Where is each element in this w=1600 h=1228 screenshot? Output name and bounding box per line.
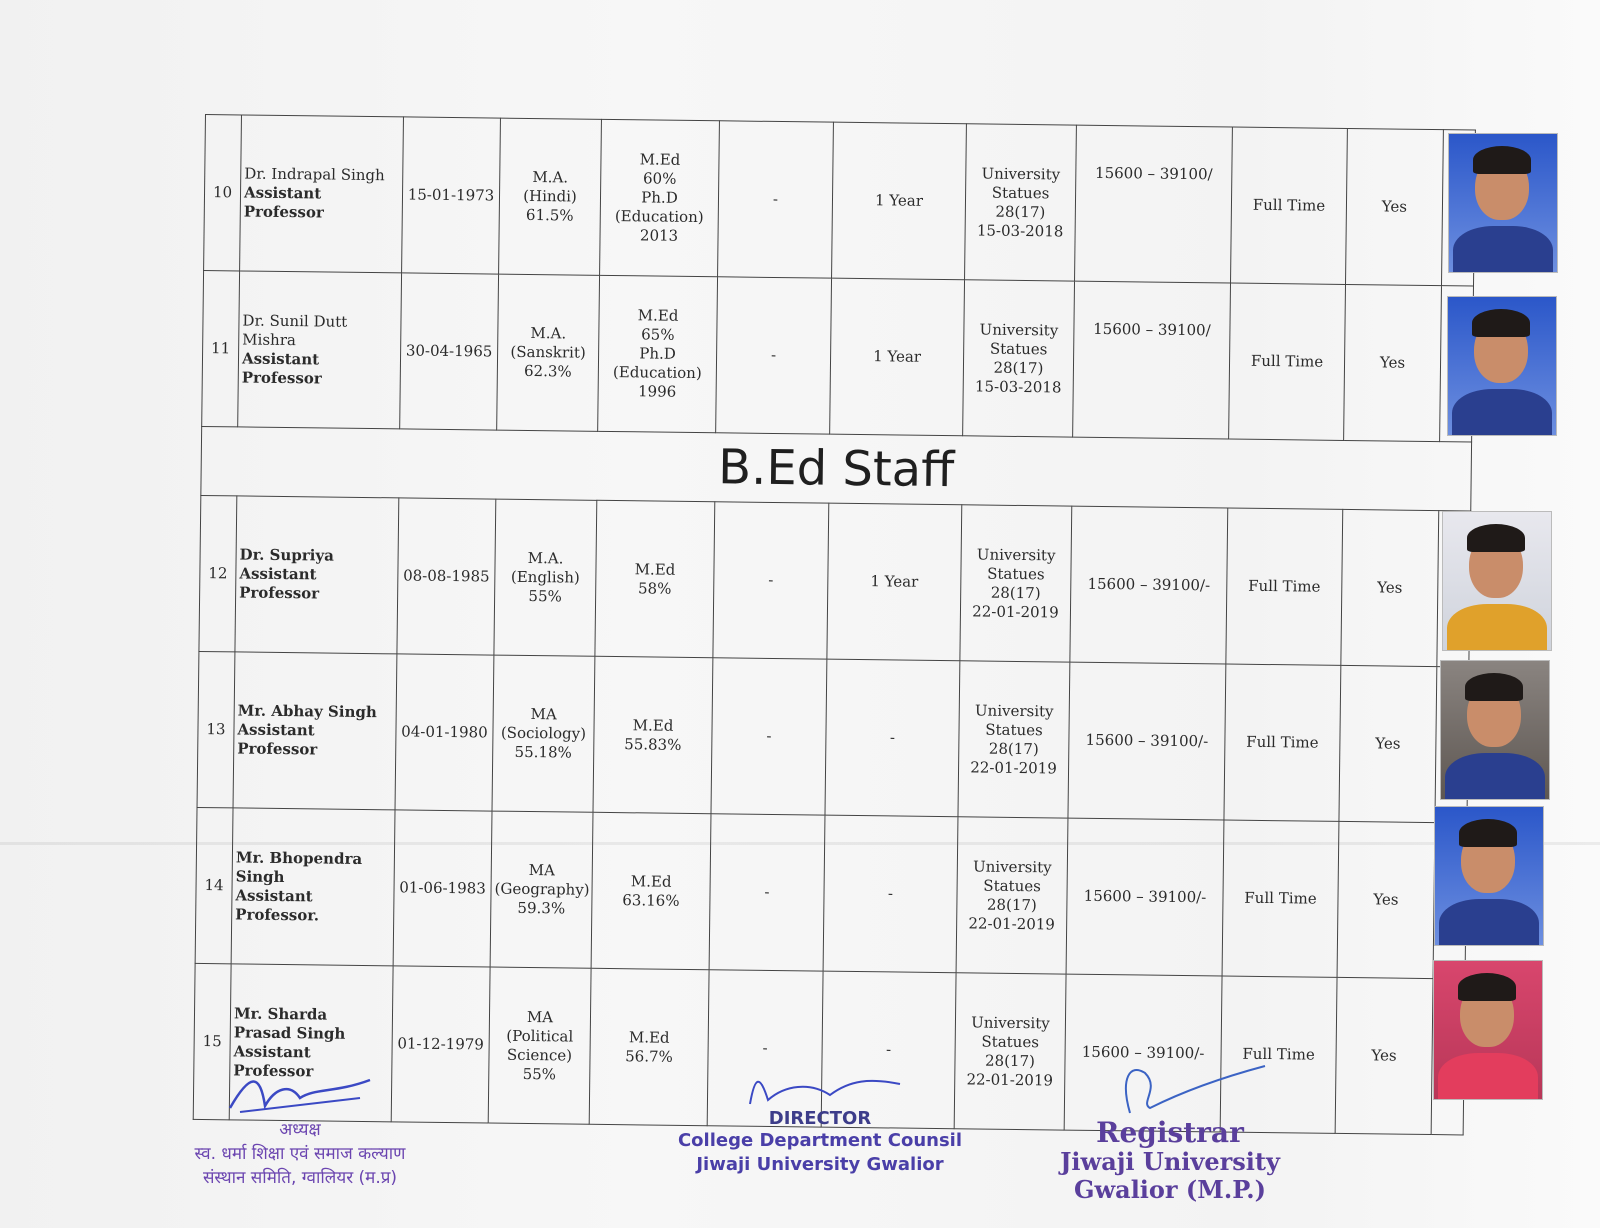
president-org-line1: स्व. धर्मा शिक्षा एवं समाज कल्याण xyxy=(194,1144,406,1164)
pg-qualification-line: (English) xyxy=(510,567,580,587)
appointment-line: Statues 28(17) xyxy=(991,183,1050,221)
name-cell xyxy=(233,652,397,810)
staff-photo xyxy=(1447,296,1557,436)
professional-qualification-line: M.Ed xyxy=(632,715,674,735)
nature-cell: Full Time xyxy=(1222,820,1339,977)
staff-name: Mr. Sharda Prasad Singh xyxy=(233,1003,346,1043)
photo-shirt xyxy=(1452,389,1552,436)
staff-table xyxy=(193,114,1476,1135)
photo-hair xyxy=(1473,146,1531,174)
blank-cell: - xyxy=(718,121,834,278)
experience-cell: - xyxy=(821,971,956,1129)
pg-qualification-line: (Political xyxy=(506,1026,574,1046)
director-line2: Jiwaji University Gwalior xyxy=(696,1154,944,1175)
nature-cell: Full Time xyxy=(1231,127,1348,284)
appointment-line: 22-01-2019 xyxy=(970,757,1057,777)
dob-cell: 30-04-1965 xyxy=(400,273,499,430)
approved-cell: Yes xyxy=(1337,821,1435,978)
pg-qualification-cell xyxy=(494,499,597,656)
president-org-line2: संस्थान समिति, ग्वालियर (म.प्र) xyxy=(202,1168,398,1188)
pg-qualification-line: 55% xyxy=(522,1064,557,1083)
serial-no-cell: 15 xyxy=(193,963,231,1119)
serial-no-cell: 12 xyxy=(199,495,237,651)
approved-cell: Yes xyxy=(1335,977,1433,1134)
experience-cell: 1 Year xyxy=(827,503,962,661)
appointment-line: University xyxy=(971,1012,1050,1032)
dob-cell: 01-06-1983 xyxy=(393,810,492,967)
professional-qualification-cell xyxy=(598,275,718,432)
section-heading: B.Ed Staff xyxy=(201,426,1472,511)
dob-cell: 04-01-1980 xyxy=(395,654,494,811)
staff-photo xyxy=(1440,660,1550,800)
appointment-line: University xyxy=(974,700,1054,720)
experience-cell: - xyxy=(823,815,958,973)
photo-shirt xyxy=(1439,899,1539,946)
pg-qualification-line: (Sanskrit) xyxy=(510,342,586,362)
appointment-line: Statues 28(17) xyxy=(989,339,1048,377)
registrar-line1: Jiwaji University xyxy=(1060,1147,1280,1176)
professional-qualification-cell xyxy=(591,812,711,969)
appointment-line: Statues 28(17) xyxy=(987,564,1045,602)
nature-cell: Full Time xyxy=(1220,976,1337,1133)
pg-qualification-line: Science) xyxy=(506,1045,573,1065)
staff-document xyxy=(193,114,1475,1135)
professional-qualification-line: (Education) xyxy=(614,207,704,227)
approved-cell: Yes xyxy=(1341,509,1439,666)
professional-qualification-line: M.Ed xyxy=(634,559,676,579)
appointment-line: University xyxy=(976,544,1056,564)
staff-name: Dr. Indrapal Singh xyxy=(244,164,385,185)
pg-qualification-line: 62.3% xyxy=(523,361,572,381)
staff-designation: Assistant Professor xyxy=(233,1041,314,1080)
pay-scale-cell: 15600 – 39100/- xyxy=(1066,818,1224,976)
professional-qualification-line: 63.16% xyxy=(622,890,680,910)
registrar-line2: Gwalior (M.P.) xyxy=(1073,1175,1266,1204)
professional-qualification-cell xyxy=(600,119,720,276)
dob-cell: 08-08-1985 xyxy=(397,498,496,655)
appointment-cell xyxy=(956,817,1068,974)
faculty-rows xyxy=(202,115,1476,442)
pay-scale-cell: 15600 – 39100/ xyxy=(1073,281,1231,439)
appointment-line: University xyxy=(972,856,1052,876)
appointment-line: 15-03-2018 xyxy=(976,220,1064,240)
pg-qualification-line: (Hindi) xyxy=(523,186,577,206)
approved-cell: Yes xyxy=(1346,128,1444,285)
staff-designation: Assistant Professor. xyxy=(235,885,320,924)
appointment-cell xyxy=(960,505,1072,662)
professional-qualification-line: 58% xyxy=(637,578,672,598)
name-cell xyxy=(240,115,404,273)
table-row xyxy=(197,651,1469,823)
serial-no-cell: 13 xyxy=(197,651,235,807)
approved-cell: Yes xyxy=(1339,665,1437,822)
professional-qualification-line: (Education) xyxy=(612,363,702,383)
serial-no-cell: 11 xyxy=(202,270,240,426)
staff-name: Dr. Supriya xyxy=(239,545,334,565)
dob-cell: 15-01-1973 xyxy=(402,117,501,274)
experience-cell: 1 Year xyxy=(832,122,967,280)
professional-qualification-cell xyxy=(593,656,713,813)
staff-designation: Assistant Professor xyxy=(237,720,318,759)
registrar-signature xyxy=(1070,1058,1270,1118)
pg-qualification-line: M.A. xyxy=(530,323,567,343)
registrar-signature-block xyxy=(1050,1058,1290,1204)
experience-cell: - xyxy=(825,659,960,817)
photo-shirt xyxy=(1447,604,1547,651)
professional-qualification-line: Ph.D xyxy=(639,344,676,363)
appointment-line: 22-01-2019 xyxy=(968,913,1056,933)
pg-qualification-line: 55% xyxy=(528,586,562,606)
appointment-line: Statues 28(17) xyxy=(985,720,1043,758)
pg-qualification-cell xyxy=(488,967,591,1124)
professional-qualification-line: 60% xyxy=(642,169,677,188)
table-row xyxy=(202,270,1474,442)
professional-qualification-line: 55.83% xyxy=(624,734,682,754)
serial-no-cell: 10 xyxy=(204,115,242,271)
pg-qualification-cell xyxy=(492,655,595,812)
professional-qualification-line: 56.7% xyxy=(625,1046,673,1066)
pg-qualification-line: M.A. xyxy=(527,548,564,568)
pg-qualification-line: MA xyxy=(530,705,557,724)
pg-qualification-line: M.A. xyxy=(532,168,569,187)
professional-qualification-line: Ph.D xyxy=(641,188,678,207)
staff-designation: Assistant Professor xyxy=(243,183,324,222)
photo-hair xyxy=(1458,973,1516,1001)
name-cell xyxy=(238,271,402,429)
pay-scale-cell: 15600 – 39100/- xyxy=(1068,662,1226,820)
appointment-cell xyxy=(963,280,1075,437)
photo-hair xyxy=(1459,819,1517,847)
pg-qualification-line: (Sociology) xyxy=(500,723,587,743)
appointment-line: 22-01-2019 xyxy=(972,601,1059,621)
appointment-line: 22-01-2019 xyxy=(966,1069,1054,1089)
blank-cell: - xyxy=(711,658,827,815)
pg-qualification-cell xyxy=(490,811,593,968)
pg-qualification-line: MA xyxy=(528,861,555,880)
pay-scale-cell: 15600 – 39100/- xyxy=(1064,974,1222,1132)
appointment-cell xyxy=(958,661,1070,818)
name-cell xyxy=(231,808,395,966)
president-signature xyxy=(220,1068,380,1118)
professional-qualification-line: M.Ed xyxy=(630,871,672,891)
pg-qualification-line: (Geography) xyxy=(494,879,590,899)
pay-scale-cell: 15600 – 39100/- xyxy=(1070,506,1228,664)
nature-cell: Full Time xyxy=(1224,664,1341,821)
table-row xyxy=(199,495,1471,667)
appointment-cell xyxy=(965,124,1077,281)
professional-qualification-line: 1996 xyxy=(637,382,677,401)
professional-qualification-line: M.Ed xyxy=(639,150,681,169)
appointment-line: Statues 28(17) xyxy=(981,1032,1040,1070)
professional-qualification-line: M.Ed xyxy=(637,306,679,325)
staff-photo xyxy=(1433,960,1543,1100)
blank-cell: - xyxy=(716,277,832,434)
pg-qualification-line: MA xyxy=(526,1007,554,1026)
appointment-line: Statues 28(17) xyxy=(983,876,1041,914)
serial-no-cell: 14 xyxy=(195,807,233,963)
appointment-line: University xyxy=(979,319,1059,339)
table-row xyxy=(204,115,1476,287)
staff-name: Mr. Bhopendra Singh xyxy=(235,847,363,886)
professional-qualification-line: M.Ed xyxy=(628,1027,670,1047)
director-title: DIRECTOR xyxy=(768,1108,872,1129)
pg-qualification-line: 61.5% xyxy=(525,205,574,225)
pg-qualification-cell xyxy=(497,274,600,431)
professional-qualification-cell xyxy=(595,500,715,657)
table-row xyxy=(195,807,1467,979)
nature-cell: Full Time xyxy=(1229,283,1346,440)
staff-designation: Assistant Professor xyxy=(241,348,322,387)
director-signature xyxy=(730,1070,910,1108)
name-cell xyxy=(235,496,399,654)
pg-qualification-line: 55.18% xyxy=(514,742,572,762)
blank-cell: - xyxy=(707,970,823,1127)
experience-cell: 1 Year xyxy=(830,278,965,436)
blank-cell: - xyxy=(713,502,829,659)
photo-hair xyxy=(1465,673,1523,701)
professional-qualification-line: 65% xyxy=(641,325,675,344)
bed-staff-rows xyxy=(193,495,1471,1134)
pg-qualification-cell xyxy=(499,118,602,275)
photo-shirt xyxy=(1453,226,1553,273)
photo-hair xyxy=(1467,524,1525,552)
staff-photo xyxy=(1448,133,1558,273)
staff-photo xyxy=(1442,511,1552,651)
professional-qualification-line: 2013 xyxy=(639,226,679,245)
staff-name: Mr. Abhay Singh xyxy=(237,701,377,722)
approved-cell: Yes xyxy=(1344,284,1442,441)
registrar-title: Registrar xyxy=(1096,1116,1244,1149)
staff-photo xyxy=(1434,806,1544,946)
staff-designation: Assistant Professor xyxy=(239,564,320,603)
photo-shirt xyxy=(1445,753,1545,800)
staff-name: Dr. Sunil Dutt Mishra xyxy=(242,310,348,349)
photo-hair xyxy=(1472,309,1530,337)
nature-cell: Full Time xyxy=(1226,508,1343,665)
photo-shirt xyxy=(1438,1053,1538,1100)
director-signature-block xyxy=(650,1070,990,1177)
appointment-line: 15-03-2018 xyxy=(974,376,1062,396)
pg-qualification-line: 59.3% xyxy=(517,898,566,918)
dob-cell: 01-12-1979 xyxy=(391,966,490,1123)
pay-scale-cell: 15600 – 39100/ xyxy=(1075,125,1233,283)
president-title: अध्यक्ष xyxy=(279,1120,321,1140)
blank-cell: - xyxy=(709,814,825,971)
director-line1: College Department Counsil xyxy=(677,1130,963,1151)
appointment-line: University xyxy=(981,163,1061,183)
president-signature-block xyxy=(140,1068,460,1190)
